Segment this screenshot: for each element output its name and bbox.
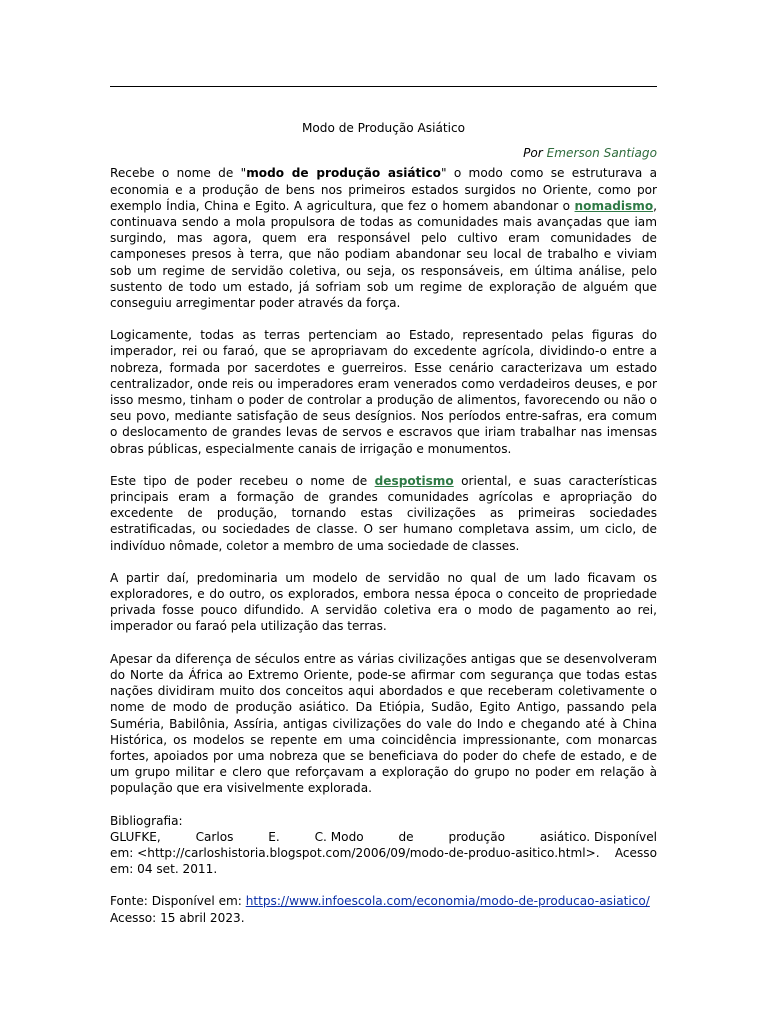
paragraph-3 [110, 473, 657, 554]
bibliography-line-3: em: 04 set. 2011. [110, 862, 218, 877]
bib-word: de [398, 829, 414, 844]
nomadismo-link[interactable]: nomadismo [574, 198, 654, 213]
p1-text-d: , continuava sendo a mola propulsora de todas as comunidades mais avançadas que iam surgindo, mas agora, quem era responsável pelo cultivo eram comunidades de camponeses presos à terra, que não podiam abandonar seu local de trabalho e viviam sob um regime de servidão coletiva, ou seja, os responsáveis, em última análise, pelo sustento de todo um estado, já sofriam sob um regime de exploração de alguém que conseguiu arregimentar poder através da força. [110, 198, 657, 311]
bibliography-heading: Bibliografia: [110, 813, 183, 828]
p3-text-a: Este tipo de poder recebeu o nome de [110, 473, 375, 488]
p1-text-a: Recebe o nome de " [110, 166, 247, 181]
bibliography-line-1 [110, 829, 657, 845]
author-name: Emerson Santiago [546, 146, 657, 161]
bibliography-line-2 [110, 845, 657, 861]
source-prefix: Fonte: Disponível em: [110, 894, 246, 909]
bib-word: E. [268, 829, 280, 844]
byline [110, 145, 657, 161]
p1-text-c: " o modo como se estruturava a economia e a produção de bens nos primeiros estados surgidos no Oriente, como por exemplo Índia, China e Egito. A agricultura, que fez o homem abandonar o [110, 166, 657, 213]
page-title: Modo de Produção Asiático [301, 121, 466, 135]
top-rule-divider [110, 86, 657, 87]
byline-prefix: Por [523, 146, 543, 161]
paragraph-2: Logicamente, todas as terras pertenciam ao Estado, representado pelas figuras do imperador, rei ou faraó, que se apropriavam do excedente agrícola, dividindo-o entre a nobreza, formada por sacerdotes e guerreiros. Esse cenário caracterizava um estado centralizador, onde reis ou imperadores eram venerados como verdadeiros deuses, e por isso mesmo, tinham o poder de controlar a produção de alimentos, favorecendo ou não o seu povo, mediante satisfação de seus desígnios. Nos períodos entre-safras, era comum o deslocamento de grandes levas de servos e escravos que iriam trabalhar nas imensas obras públicas, especialmente canais de irrigação e monumentos. [110, 328, 657, 456]
bib-word: asiático. Disponível [539, 829, 657, 844]
paragraph-5: Apesar da diferença de séculos entre as várias civilizações antigas que se desenvolveram do Norte da África ao Extremo Oriente, pode-se afirmar com segurança que todas estas nações dividiram muito dos conceitos aqui abordados e que receberam coletivamente o nome de modo de produção asiático. Da Etiópia, Sudão, Egito Antigo, passando pela Suméria, Babilônia, Assíria, antigas civilizações do vale do Indo e chegando até à China Histórica, os modelos se repente em uma coincidência impressionante, com monarcas fortes, apoiados por uma nobreza que se beneficiava do poder do chefe de estado, e de um grupo militar e clero que reforçavam a exploração do grupo no poder em relação à população que era visivelmente explorada. [110, 651, 657, 796]
paragraph-1 [110, 165, 657, 311]
paragraph-4: A partir daí, predominaria um modelo de servidão no qual de um lado ficavam os exploradores, e do outro, os explorados, embora nessa época o conceito de propriedade privada fosse pouco difundido. A servidão coletiva era o modo de pagamento ao rei, imperador ou faraó pela utilização das terras. [110, 570, 657, 634]
source-line [110, 893, 657, 909]
source-url-link[interactable]: https://www.infoescola.com/economia/modo-de-producao-asiatico/ [245, 894, 650, 909]
source-block [110, 893, 657, 925]
bib-url-text: em: <http://carloshistoria.blogspot.com/2006/09/modo-de-produo-asitico.html>. [110, 845, 600, 860]
bib-word: Carlos [195, 829, 234, 844]
p1-bold-term: modo de produção asiático [246, 166, 441, 181]
bib-word: produção [448, 829, 506, 844]
bibliography [110, 813, 657, 878]
access-date: Acesso: 15 abril 2023. [110, 910, 245, 925]
p3-text-b: oriental, e suas características principais eram a formação de grandes comunidades agrícolas e apropriação do excedente de produção, tornando estas civilizações as primeiras sociedades estratificadas, ou sociedades de classe. O ser humano completava assim, um ciclo, de indivíduo nômade, coletor a membro de uma sociedade de classes. [110, 473, 657, 553]
bib-word: GLUFKE, [110, 829, 161, 844]
bib-word: C. Modo [314, 829, 364, 844]
despotismo-link[interactable]: despotismo [374, 473, 454, 488]
bib-word: Acesso [614, 845, 657, 860]
article-body [110, 120, 657, 926]
